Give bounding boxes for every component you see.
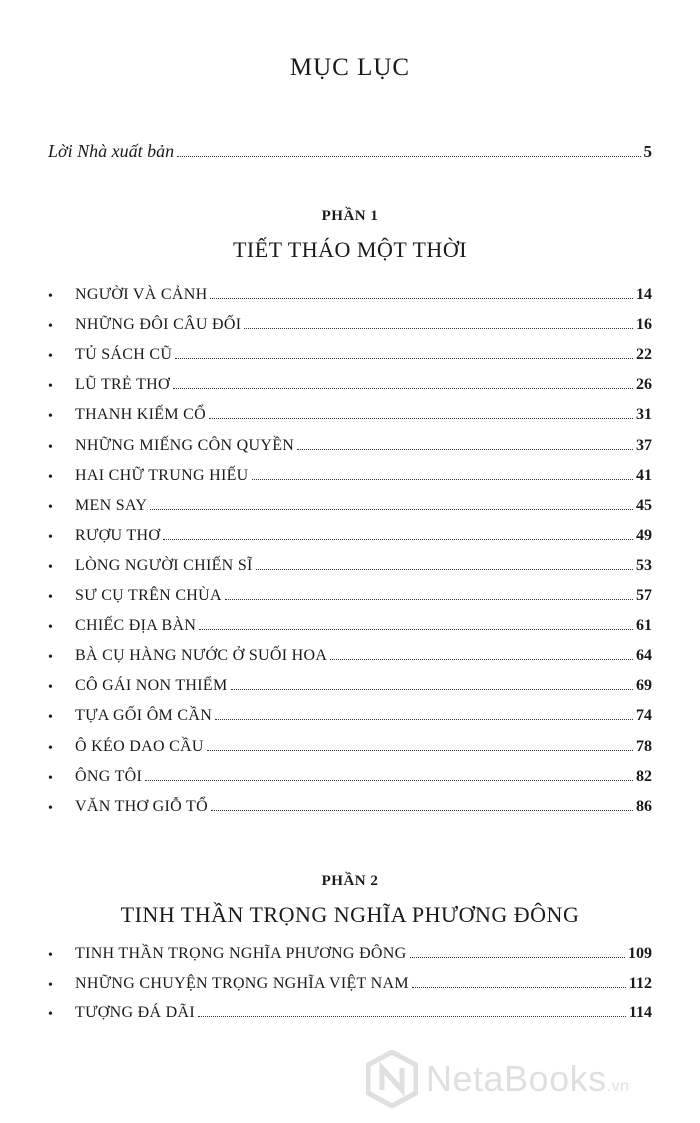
toc-entry-page: 14	[636, 286, 652, 303]
toc-entry[interactable]	[75, 587, 652, 605]
bullet-icon: •	[48, 319, 53, 335]
dot-leader	[150, 508, 633, 510]
toc-entry[interactable]	[75, 1004, 652, 1022]
dot-leader	[412, 986, 626, 988]
toc-entry[interactable]	[75, 647, 652, 665]
toc-entry[interactable]	[75, 707, 652, 725]
toc-entry[interactable]	[75, 286, 652, 304]
bullet-icon: •	[48, 680, 53, 696]
bullet-icon: •	[48, 620, 53, 636]
dot-leader	[330, 658, 633, 660]
toc-entry-label: CÔ GÁI NON THIỂM	[75, 677, 228, 695]
dot-leader	[244, 327, 633, 329]
toc-entry-page: 64	[636, 647, 652, 665]
toc-entry[interactable]	[75, 557, 652, 575]
bullet-icon: •	[48, 800, 53, 816]
dot-leader	[209, 417, 633, 419]
toc-entry-label: ÔNG TÔI	[75, 767, 143, 785]
toc-entry[interactable]	[75, 467, 652, 485]
dot-leader	[410, 956, 626, 958]
toc-entry-page: 69	[636, 677, 652, 695]
dot-leader	[173, 387, 633, 389]
toc-entry-intro[interactable]	[48, 141, 652, 162]
dot-leader	[297, 448, 633, 450]
watermark-suffix: .vn	[606, 1078, 630, 1095]
page-title: MỤC LỤC	[289, 54, 411, 81]
toc-entry-label: HAI CHỮ TRUNG HIẾU	[75, 466, 249, 484]
toc-entry-label: LÒNG NGƯỜI CHIẾN SĨ	[75, 556, 253, 574]
toc-entry-label: MEN SAY	[75, 496, 148, 514]
toc-entry[interactable]	[75, 768, 652, 786]
toc-entry[interactable]	[75, 738, 652, 756]
dot-leader	[199, 628, 633, 630]
bullet-icon: •	[48, 469, 53, 485]
toc-entry-page: 5	[643, 142, 652, 161]
watermark-text	[426, 1058, 629, 1100]
bullet-icon: •	[48, 740, 53, 756]
bullet-icon: •	[48, 1007, 53, 1022]
toc-entry-page: 41	[636, 466, 652, 484]
toc-entry-page: 78	[636, 737, 652, 755]
toc-entry-page: 37	[636, 436, 652, 454]
toc-entry-page: 45	[636, 496, 652, 514]
dot-leader	[177, 155, 640, 157]
dot-leader	[210, 297, 633, 299]
netabooks-logo-icon	[366, 1050, 418, 1108]
toc-entry-label: TỦ SÁCH CŨ	[75, 346, 173, 364]
toc-entry[interactable]	[75, 677, 652, 695]
toc-entry-page: 16	[636, 316, 652, 334]
toc-entry-page: 53	[636, 556, 652, 574]
dot-leader	[231, 688, 634, 690]
toc-entry-page: 31	[636, 406, 652, 424]
toc-entry[interactable]	[75, 406, 652, 424]
bullet-icon: •	[48, 379, 53, 395]
toc-entry[interactable]	[75, 437, 652, 455]
toc-entry[interactable]	[75, 376, 652, 394]
toc-entry-label: NHỮNG MIẾNG CÔN QUYỀN	[75, 436, 295, 454]
toc-entry[interactable]	[75, 617, 652, 635]
part2-title: TINH THẦN TRỌNG NGHĨA PHƯƠNG ĐÔNG	[120, 902, 580, 927]
toc-entry-label: Lời Nhà xuất bản	[48, 141, 175, 161]
bullet-icon: •	[48, 948, 53, 963]
dot-leader	[207, 749, 633, 751]
toc-entry-label: TƯỢNG ĐÁ DÃI	[75, 1004, 195, 1021]
bullet-icon: •	[48, 499, 53, 515]
toc-entry-page: 109	[628, 945, 652, 962]
toc-entry[interactable]	[75, 497, 652, 515]
bullet-icon: •	[48, 349, 53, 365]
toc-entry-label: TINH THẦN TRỌNG NGHĨA PHƯƠNG ĐÔNG	[75, 945, 407, 962]
watermark	[366, 1044, 686, 1114]
toc-entry-page: 114	[628, 1004, 652, 1021]
toc-entry-label: CHIẾC ĐỊA BÀN	[75, 617, 197, 635]
toc-entry-page: 26	[636, 376, 652, 394]
toc-entry-label: TỰA GỐI ÔM CẦN	[75, 707, 213, 725]
bullet-icon: •	[48, 529, 53, 545]
dot-leader	[198, 1015, 626, 1017]
part1-label: PHẦN 1	[321, 208, 379, 224]
bullet-icon: •	[48, 439, 53, 455]
bullet-icon: •	[48, 559, 53, 575]
toc-entry-page: 61	[636, 617, 652, 635]
toc-entry-page: 57	[636, 587, 652, 604]
dot-leader	[256, 568, 633, 570]
toc-entry-page: 22	[636, 346, 652, 364]
toc-entry-label: LŨ TRẺ THƠ	[75, 376, 170, 394]
toc-entry-label: SƯ CỤ TRÊN CHÙA	[75, 587, 222, 604]
toc-entry-label: Ô KÉO DAO CẦU	[75, 737, 204, 755]
dot-leader	[252, 478, 633, 480]
bullet-icon: •	[48, 590, 53, 605]
dot-leader	[175, 357, 633, 359]
toc-entry-page: 86	[636, 797, 652, 815]
toc-entry-label: VĂN THƠ GIỖ TỔ	[75, 797, 208, 815]
toc-entry-label: NHỮNG CHUYỆN TRỌNG NGHĨA VIỆT NAM	[75, 974, 409, 992]
dot-leader	[163, 538, 633, 540]
toc-entry-page: 82	[636, 767, 652, 785]
toc-entry-page: 49	[636, 526, 652, 544]
dot-leader	[211, 809, 633, 811]
toc-entry[interactable]	[75, 945, 652, 963]
bullet-icon: •	[48, 710, 53, 726]
toc-entry[interactable]	[75, 527, 652, 545]
part1-title: TIẾT THÁO MỘT THỜI	[232, 237, 468, 262]
toc-entry[interactable]	[75, 975, 652, 993]
bullet-icon: •	[48, 770, 53, 786]
dot-leader	[215, 718, 633, 720]
bullet-icon: •	[48, 977, 53, 993]
toc-entry[interactable]	[75, 316, 652, 334]
toc-entry-page: 112	[628, 974, 652, 992]
toc-entry-label: BÀ CỤ HÀNG NƯỚC Ở SUỐI HOA	[75, 647, 328, 665]
toc-entry-page: 74	[636, 707, 652, 725]
toc-entry[interactable]	[75, 346, 652, 364]
bullet-icon: •	[48, 409, 53, 425]
toc-entry-label: NGƯỜI VÀ CẢNH	[75, 286, 208, 303]
dot-leader	[145, 779, 633, 781]
bullet-icon: •	[48, 289, 53, 304]
bullet-icon: •	[48, 650, 53, 666]
toc-entry-label: RƯỢU THƠ	[75, 526, 161, 544]
toc-entry[interactable]	[75, 798, 652, 816]
toc-entry-label: THANH KIẾM CỔ	[75, 406, 207, 424]
watermark-brand: NetaBooks	[426, 1058, 607, 1099]
toc-entry-label: NHỮNG ĐÔI CÂU ĐỐI	[75, 316, 242, 334]
part2-label: PHẦN 2	[321, 873, 379, 889]
dot-leader	[225, 598, 633, 600]
